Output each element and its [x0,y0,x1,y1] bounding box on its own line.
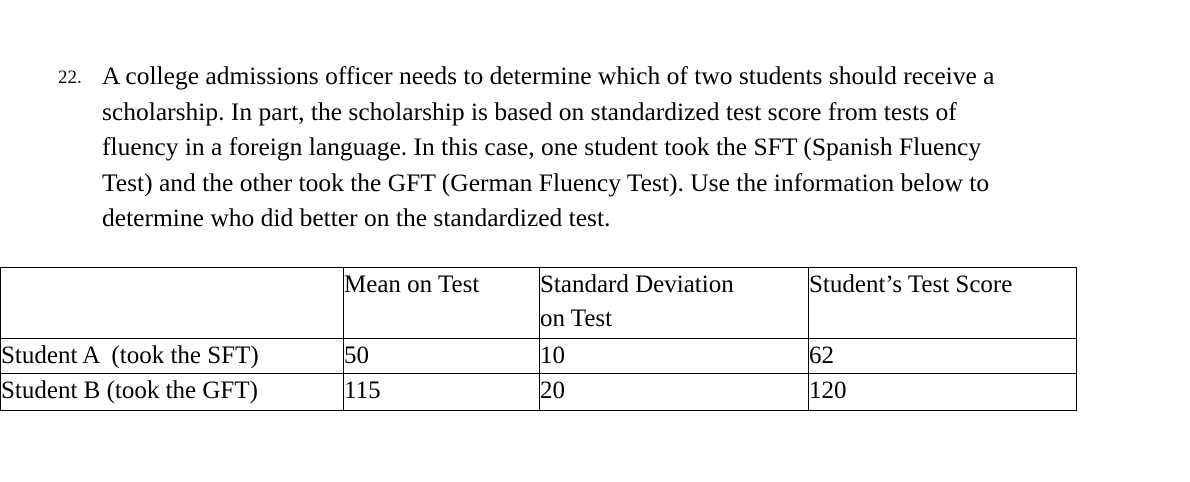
row-mean: 50 [344,339,540,374]
question-line: fluency in a foreign language. In this case, one student took the SFT (Spanish Fluency [102,132,982,161]
header-mean: Mean on Test [344,268,540,339]
header-sd-line1: Standard Deviation [540,271,734,298]
row-mean: 115 [344,374,540,411]
table-row [1,339,1077,374]
scores-table [0,267,1077,411]
header-standard-deviation [540,268,809,339]
question-line: A college admissions officer needs to determine which of two students should receive a [102,61,995,90]
row-score: 62 [809,339,1077,374]
question-text [102,58,1168,236]
row-label: Student B (took the GFT) [1,374,344,411]
header-sd-line2: on Test [540,305,613,332]
question-line: scholarship. In part, the scholarship is based on standardized test score from tests of [102,96,957,126]
question-22 [58,58,1168,236]
header-blank-cell [1,268,344,339]
row-sd: 20 [540,374,809,411]
question-line: determine who did better on the standardized test. [102,203,611,232]
table-row [1,374,1077,411]
row-sd: 10 [540,339,809,374]
header-test-score: Student’s Test Score [809,268,1077,339]
question-line: Test) and the other took the GFT (German Fluency Test). Use the information below to [102,167,990,197]
row-score: 120 [809,374,1077,411]
table-header-row [1,268,1077,339]
row-label: Student A (took the SFT) [1,339,344,374]
question-number: 22. [58,67,82,88]
